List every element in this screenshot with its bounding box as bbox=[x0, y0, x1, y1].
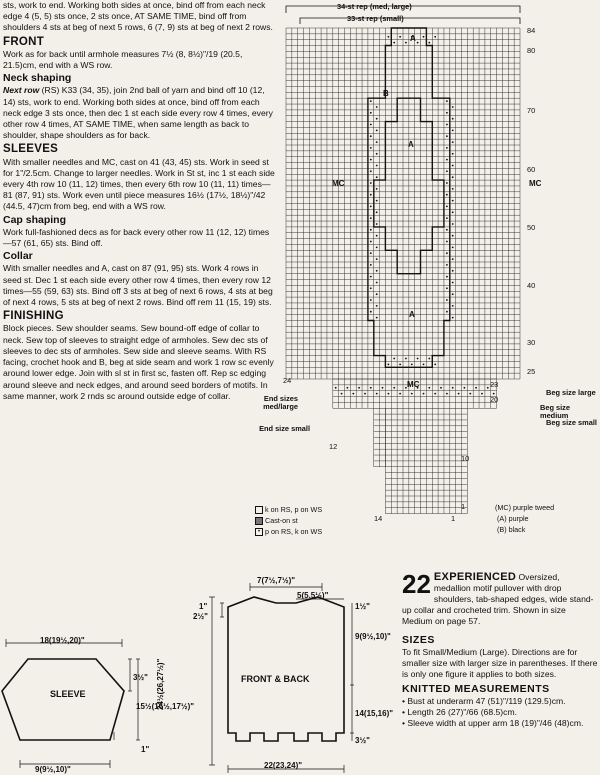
bottom-width-dim: 22(23,24)" bbox=[264, 761, 303, 770]
neck-body: (RS) K33 (34, 35), join 2nd ball of yarn and bind off 10 (12, 14) sts, work to end. Working both sides at once, bind off from each neck edge 3 sts once, then dec 1 st each side every row 4 times, every other row 4 times, AT SAME TIME, when same length as back to shoulder, shape shoulders as for back. bbox=[3, 85, 273, 141]
color-a-bottom: A bbox=[409, 310, 415, 319]
shoulder-right-dim: 1½" bbox=[355, 602, 370, 611]
stitch-1: 1 bbox=[451, 514, 456, 523]
row-25: 25 bbox=[527, 367, 536, 376]
side-length-dim: 14(15,16)" bbox=[355, 709, 394, 718]
beg-size-small: Beg size small bbox=[546, 418, 597, 427]
measure-item: • Length 26 (27)"/66 (68.5)cm. bbox=[402, 707, 517, 717]
row-70: 70 bbox=[527, 106, 536, 115]
row-50: 50 bbox=[527, 223, 536, 232]
measure-sleeve: Sleeve width at upper arm 18 (19)"/46 (48)cm. bbox=[407, 718, 584, 728]
row-30: 30 bbox=[527, 338, 536, 347]
legend-knit-text: k on RS, p on WS bbox=[265, 505, 323, 514]
intro-text: sts, work to end. Working both sides at once, bind off from each neck edge 4 (5, 5) sts once, 2 sts once, AT SAME TIME, bind off from shoulders 4 sts at beg of next 5 rows, 6 (7, 9) sts at beg of next 2 rows. bbox=[3, 0, 273, 33]
rep-large-label: 34-st rep (med, large) bbox=[337, 2, 412, 11]
collar-text: With smaller needles and A, cast on 87 (91, 95) sts. Work 4 rows in seed st. Dec 1 st each side every other row 4 times, then every row 12 times—55 (59, 63) sts. Bind off 3 sts at beg of next 6 rows, 4 sts at beg of next 4 rows, 5 sts at beg of next 2 rows. Bind off rem 11 (15, 19) sts. bbox=[3, 263, 273, 308]
stitch-14: 14 bbox=[374, 514, 383, 523]
row-10: 10 bbox=[461, 454, 470, 463]
legend-knit bbox=[255, 505, 322, 514]
skill-level: EXPERIENCED bbox=[433, 571, 517, 583]
row-24: 24 bbox=[283, 376, 292, 385]
row-1: 1 bbox=[461, 502, 466, 511]
grid-cells bbox=[286, 28, 520, 514]
hem-dim: 3½" bbox=[355, 736, 370, 745]
front-back-label: FRONT & BACK bbox=[241, 674, 310, 684]
chart-legend bbox=[255, 503, 595, 536]
row-20: 20 bbox=[490, 395, 499, 404]
rep-small-label: 33-st rep (small) bbox=[347, 14, 404, 23]
color-mc-left: MC bbox=[332, 179, 345, 188]
sleeve-bottom-dim: 9(9½,10)" bbox=[35, 765, 71, 774]
knit-swatch-icon bbox=[255, 506, 263, 514]
pattern-number: 22 bbox=[402, 569, 431, 599]
neck-lead: Next row bbox=[3, 85, 40, 96]
total-length-dim: 24½(26,27½)" bbox=[156, 658, 165, 710]
measurements-heading: KNITTED MEASUREMENTS bbox=[402, 683, 550, 695]
row-40: 40 bbox=[527, 281, 536, 290]
color-mc-right: MC bbox=[529, 179, 542, 188]
finishing-text: Block pieces. Sew shoulder seams. Sew bound-off edge of collar to neck. Sew top of sleeves to straight edge of armholes. Sew dec sts of sleeves to dec sts of armholes. Sew side and sleeve seams. With RS facing, crochet hook and B, beg at side seam and work 1 row sc evenly around lower edge. Join with sl st in first sc, fasten off. Rep sc edging around sleeve and neck edges, and around seed borders of motifs. In same manner, work 2 rnds sc around outside edge of collar. bbox=[3, 323, 274, 401]
row-80: 80 bbox=[527, 46, 536, 55]
sizes-text: To fit Small/Medium (Large). Directions are for smaller size with larger size in parentheses. If there is only one figure it applies to both sizes. bbox=[402, 647, 598, 679]
shoulder-width-dim: 5(5,5½)" bbox=[297, 591, 329, 600]
legend-mc: (MC) purple tweed bbox=[495, 503, 555, 512]
collar-heading: Collar bbox=[3, 250, 33, 263]
beg-size-large: Beg size large bbox=[546, 388, 596, 397]
knitting-chart bbox=[250, 0, 600, 530]
legend-purl bbox=[255, 527, 322, 536]
color-a-top: A bbox=[410, 34, 416, 43]
neck-width-dim: 7(7½,7½)" bbox=[257, 576, 296, 585]
pattern-description: Oversized, medallion motif pullover with drop shoulders, tab-shaped edges, wide stand-up collar and crocheted trim. Shown in size Medium on page 57. bbox=[402, 572, 594, 626]
row-23: 23 bbox=[490, 380, 499, 389]
sleeve-label: SLEEVE bbox=[50, 689, 86, 699]
sizes-heading: SIZES bbox=[402, 634, 435, 646]
caston-swatch-icon bbox=[255, 517, 263, 525]
color-a-center: A bbox=[408, 140, 414, 149]
front-text: Work as for back until armhole measures 7½ (8, 8½)"/19 (20.5, 21.5)cm, end with a WS row. bbox=[3, 48, 243, 71]
sleeve-cuff-dim: 1" bbox=[141, 745, 150, 754]
pattern-info bbox=[402, 569, 598, 729]
end-size-small: End size small bbox=[259, 424, 310, 433]
row-84: 84 bbox=[527, 26, 536, 35]
measure-bust: Bust at underarm 47 (51)"/119 (129.5)cm. bbox=[407, 696, 566, 706]
neck-text bbox=[3, 85, 275, 141]
neck-depth-dim: 2½" bbox=[193, 612, 208, 621]
measure-item: • Sleeve width at upper arm 18 (19)"/46 (48)cm. bbox=[402, 718, 584, 728]
legend-purl-text: p on RS, k on WS bbox=[265, 527, 323, 536]
legend-caston bbox=[255, 516, 298, 525]
chart-grid bbox=[250, 0, 600, 530]
measure-item: • Bust at underarm 47 (51)"/119 (129.5)cm. bbox=[402, 696, 566, 706]
row-60: 60 bbox=[527, 165, 536, 174]
cap-text: Work full-fashioned decs as for back every other row 11 (12, 12) times—57 (61, 65) sts. Bind off. bbox=[3, 226, 270, 249]
end-sizes-medlarge: End sizes med/large bbox=[263, 394, 298, 411]
sleeve-schematic bbox=[2, 659, 124, 740]
legend-a: (A) purple bbox=[497, 514, 529, 523]
sleeve-top-dim: 18(19½,20)" bbox=[40, 636, 85, 645]
armhole-dim: 9(9½,10)" bbox=[355, 632, 391, 641]
sleeves-text: With smaller needles and MC, cast on 41 (43, 45) sts. Work in seed st for 1"/2.5cm. Change to larger needles. Work in St st, inc 1 st each side every 4th row 10 (11, 12) times, then every 6th row 10 (11, 11) times—81 (87, 91) sts. Work even until piece measures 16½ (17½, 18½)"/42 (44.5, 47)cm from beg, end with a WS row. bbox=[3, 156, 275, 212]
legend-b: (B) black bbox=[497, 525, 526, 534]
color-mc-bottom: MC bbox=[407, 380, 420, 389]
beg-size-medium: Beg size medium bbox=[540, 403, 570, 420]
neck-heading: Neck shaping bbox=[3, 72, 72, 85]
front-back-schematic bbox=[228, 597, 344, 741]
cap-heading: Cap shaping bbox=[3, 213, 67, 226]
row-12: 12 bbox=[329, 442, 338, 451]
shoulder-drop-dim: 1" bbox=[199, 602, 208, 611]
purl-swatch-icon: • bbox=[255, 528, 263, 536]
measure-length: Length 26 (27)"/66 (68.5)cm. bbox=[407, 707, 517, 717]
sleeves-heading: SLEEVES bbox=[3, 143, 59, 156]
legend-caston-text: Cast-on st bbox=[265, 516, 298, 525]
color-b-label: B bbox=[383, 89, 389, 98]
front-heading: FRONT bbox=[3, 35, 45, 48]
sleeve-cap-dim: 3½" bbox=[133, 673, 148, 682]
finishing-heading: FINISHING bbox=[3, 310, 64, 323]
instructions-column bbox=[3, 0, 275, 402]
sleeve-length-dim: 15½(16½,17½)" bbox=[136, 702, 195, 711]
